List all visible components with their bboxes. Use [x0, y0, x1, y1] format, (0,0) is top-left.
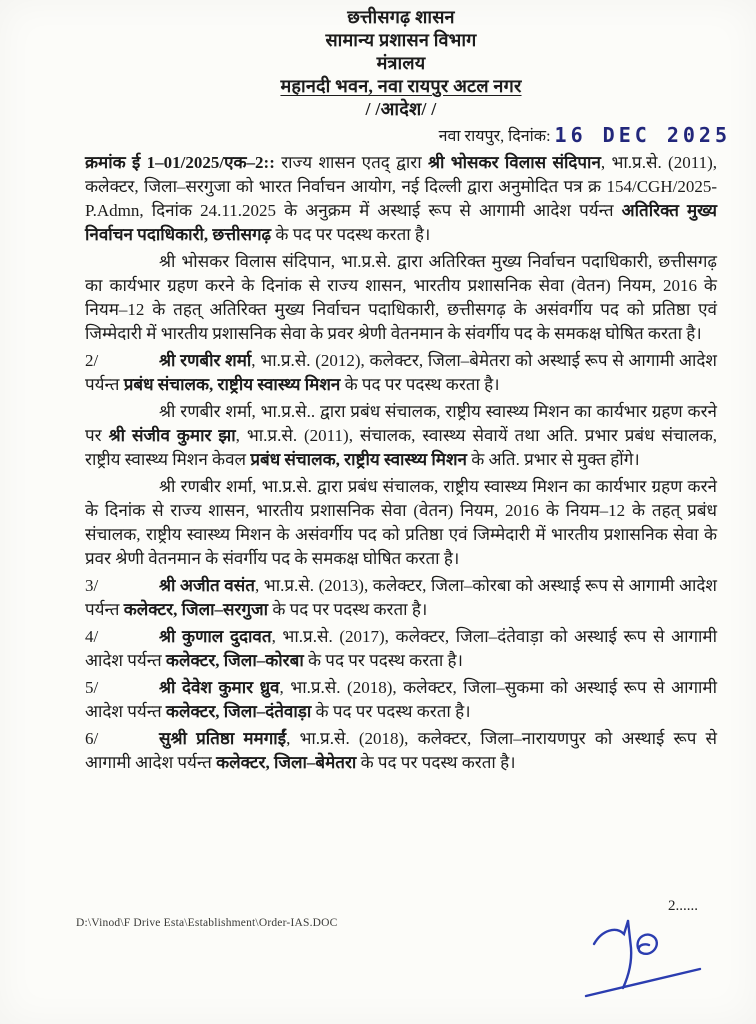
item-number: 6/: [85, 729, 99, 748]
letterhead: [85, 6, 717, 121]
order-body: [85, 151, 717, 775]
item-number: 5/: [85, 678, 99, 697]
emphasized-text: अतिरिक्त मुख्य निर्वाचन पदाधिकारी, छत्तीसगढ़: [85, 201, 717, 244]
item-number: 2/: [85, 351, 99, 370]
emphasized-text: कलेक्टर, जिला–दंतेवाड़ा: [165, 702, 312, 721]
order-paragraph-1: [85, 151, 717, 247]
body-text-run: के पद पर पदस्थ करता है।: [311, 702, 471, 721]
emphasized-text: कलेक्टर, जिला–बेमेतरा: [216, 753, 357, 772]
body-text-run: , भा.प्र.से. (2018), कलेक्टर, जिला–सुकमा को अस्थाई रूप से आगामी आदेश पर्यन्त: [85, 678, 717, 721]
date-stamp: 16 DEC 2025: [554, 123, 731, 147]
body-text-run: के पद पर पदस्थ करता है।: [268, 600, 428, 619]
emphasized-text: प्रबंध संचालक, राष्ट्रीय स्वास्थ्य मिशन: [123, 375, 341, 394]
item-number: 3/: [85, 576, 99, 595]
body-text-run: , भा.प्र.से. (2013), कलेक्टर, जिला–कोरबा को अस्थाई रूप से आगामी आदेश पर्यन्त: [85, 576, 717, 619]
order-paragraph-2: [85, 250, 717, 346]
dateline: [85, 123, 731, 149]
body-text-run: श्री रणबीर शर्मा, भा.प्र.से. द्वारा प्रबंध संचालक, राष्ट्रीय स्वास्थ्य मिशन का कार्यभार ग्रहण करने के दिनांक से राज्य शासन, भारतीय प्रशासनिक सेवा (वेतन) नियम, 2016 के नियम–12 के तहत् प्रबंध संचालक, राष्ट्रीय स्वास्थ्य मिशन के असंवर्गीय पद को प्रतिष्ठा एवं जिम्मेदारी में भारतीय प्रशासनिक सेवा के प्रवर श्रेणी वेतनमान के संवर्गीय पद के समकक्ष घोषित करता है।: [85, 477, 717, 568]
emphasized-text: क्रमांक ई 1–01/2025/एक–2::: [85, 153, 282, 172]
emphasized-text: श्री रणबीर शर्मा: [159, 351, 252, 370]
emphasized-text: श्री कुणाल दुदावत: [159, 627, 272, 646]
page-number: 2......: [668, 898, 698, 914]
order-title: / /आदेश/ /: [365, 99, 437, 119]
order-item-5: [85, 676, 717, 724]
body-text-run: के पद पर पदस्थ करता है।: [340, 375, 500, 394]
order-item-3: [85, 574, 717, 622]
place-date-label: नवा रायपुर, दिनांक:: [438, 128, 551, 145]
department-name: सामान्य प्रशासन विभाग: [325, 30, 477, 50]
emphasized-text: सुश्री प्रतिष्ठा ममगाईं: [159, 729, 287, 748]
body-text-run: के पद पर पदस्थ करता है।: [271, 225, 431, 244]
body-text-run: के पद पर पदस्थ करता है।: [303, 651, 463, 670]
body-text-run: राज्य शासन एतद् द्वारा: [281, 153, 428, 172]
body-text-run: , भा.प्र.से. (2012), कलेक्टर, जिला–बेमेतरा को अस्थाई रूप से आगामी आदेश पर्यन्त: [85, 351, 717, 394]
body-text-run: , भा.प्र.से. (2011), कलेक्टर, जिला–सरगुजा को भारत निर्वाचन आयोग, नई दिल्ली द्वारा अनुमोदित पत्र क्र 154/CGH/2025-P.Admn, दिनांक 24.11.2025 के अनुक्रम में अस्थाई रूप से आगामी आदेश पर्यन्त: [85, 153, 717, 220]
body-text-run: श्री रणबीर शर्मा, भा.प्र.से.. द्वारा प्रबंध संचालक, राष्ट्रीय स्वास्थ्य मिशन का कार्यभार ग्रहण करने पर: [85, 402, 717, 445]
order-paragraph-5: [85, 475, 717, 571]
emphasized-text: प्रबंध संचालक, राष्ट्रीय स्वास्थ्य मिशन: [250, 450, 467, 469]
order-paragraph-4: [85, 400, 717, 472]
body-text-run: श्री भोसकर विलास संदिपान, भा.प्र.से. द्वारा अतिरिक्त मुख्य निर्वाचन पदाधिकारी, छत्तीसगढ़ का कार्यभार ग्रहण करने के दिनांक से राज्य शासन, भारतीय प्रशासनिक सेवा (वेतन) नियम, 2016 के नियम–12 के तहत् अतिरिक्त मुख्य निर्वाचन पदाधिकारी, छत्तीसगढ़ के असंवर्गीय पद को प्रतिष्ठा एवं जिम्मेदारी में भारतीय प्रशासनिक सेवा के प्रवर श्रेणी वेतनमान के संवर्गीय पद के समकक्ष घोषित करता है।: [85, 252, 717, 343]
page-content: [85, 6, 731, 778]
government-name: छत्तीसगढ़ शासन: [347, 7, 455, 27]
body-text-run: , भा.प्र.से. (2017), कलेक्टर, जिला–दंतेवाड़ा को अस्थाई रूप से आगामी आदेश पर्यन्त: [85, 627, 717, 670]
order-item-6: [85, 727, 717, 775]
signature-icon: [580, 912, 710, 1007]
emphasized-text: कलेक्टर, जिला–कोरबा: [165, 651, 304, 670]
order-item-4: [85, 625, 717, 673]
order-item-2: [85, 349, 717, 397]
emphasized-text: श्री अजीत वसंत: [159, 576, 255, 595]
body-text-run: , भा.प्र.से. (2011), संचालक, स्वास्थ्य सेवायें तथा अति. प्रभार प्रबंध संचालक, राष्ट्रीय स्वास्थ्य मिशन केवल: [85, 426, 718, 469]
emphasized-text: कलेक्टर, जिला–सरगुजा: [123, 600, 269, 619]
emphasized-text: श्री देवेश कुमार ध्रुव: [159, 678, 280, 697]
document-file-path: D:\Vinod\F Drive Esta\Establishment\Order-IAS.DOC: [76, 917, 338, 929]
emphasized-text: श्री संजीव कुमार झा: [108, 426, 236, 445]
item-number: 4/: [85, 627, 99, 646]
office-address: महानदी भवन, नवा रायपुर अटल नगर: [280, 76, 522, 96]
body-text-run: के पद पर पदस्थ करता है।: [356, 753, 516, 772]
body-text-run: के अति. प्रभार से मुक्त होंगे।: [466, 450, 640, 469]
emphasized-text: श्री भोसकर विलास संदिपान: [427, 153, 601, 172]
office-name: मंत्रालय: [376, 53, 426, 73]
body-text-run: , भा.प्र.से. (2018), कलेक्टर, जिला–नारायणपुर को अस्थाई रूप से आगामी आदेश पर्यन्त: [85, 729, 717, 772]
